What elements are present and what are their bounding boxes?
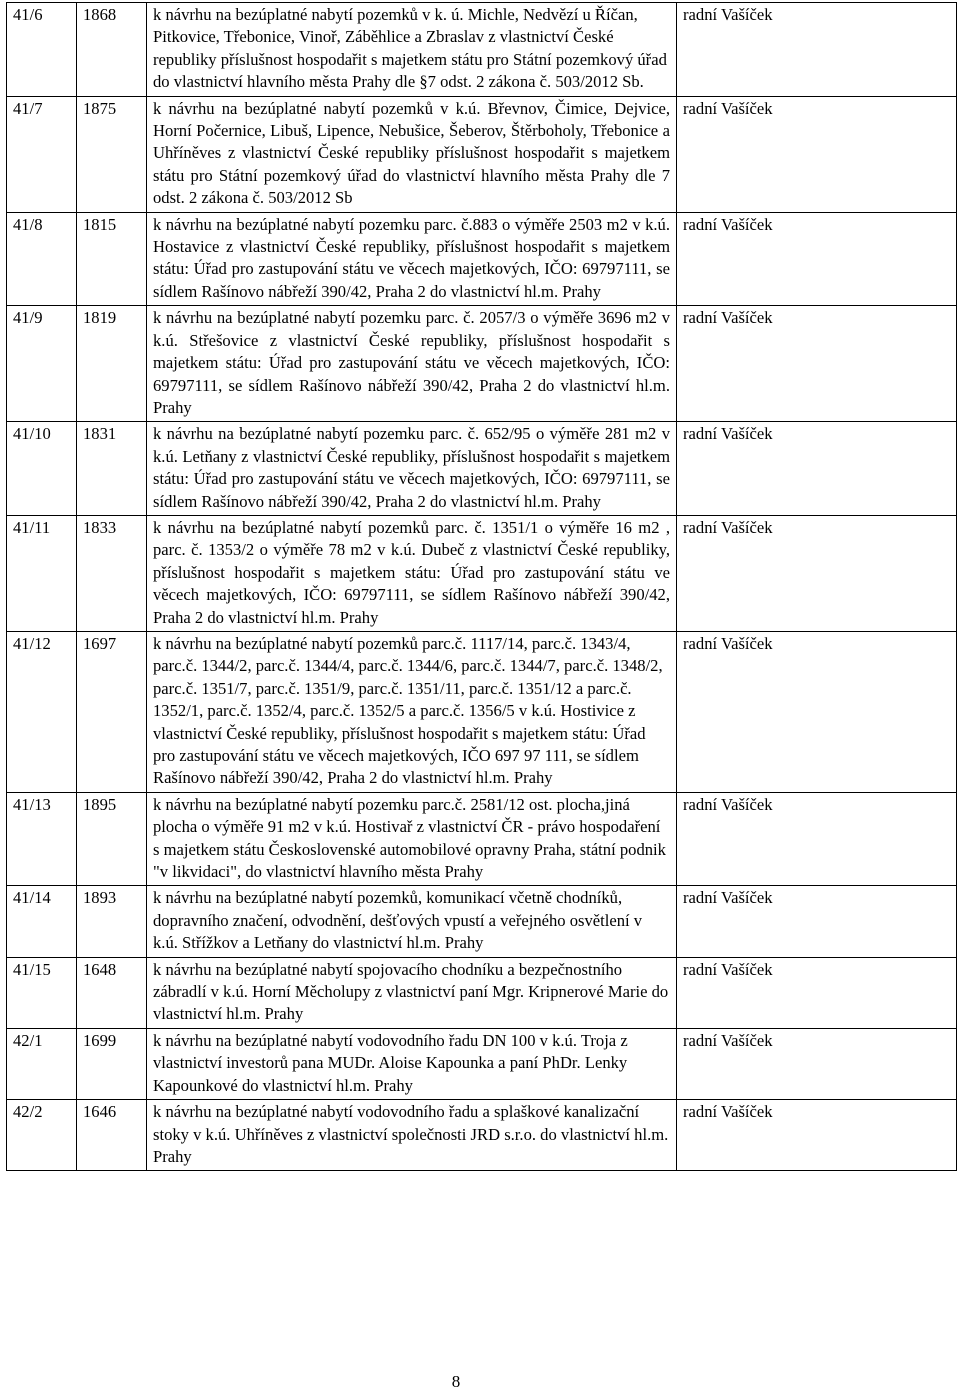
responsible-person: radní Vašíček bbox=[677, 957, 957, 1028]
table-row bbox=[7, 792, 957, 886]
table-row bbox=[7, 306, 957, 422]
responsible-person: radní Vašíček bbox=[677, 1100, 957, 1171]
responsible-person: radní Vašíček bbox=[677, 306, 957, 422]
table-row bbox=[7, 886, 957, 957]
resolution-text: k návrhu na bezúplatné nabytí pozemků parc. č. 1351/1 o výměře 16 m2 , parc. č. 1353/2 o výměře 78 m2 v k.ú. Dubeč z vlastnictví České republiky, příslušnost hospodařit s majetkem státu: Úřad pro zastupování státu ve věcech majetkových, IČO: 69797111, se sídlem Rašínovo nábřeží 390/42, Praha 2 do vlastnictví hl.m. Prahy bbox=[147, 515, 677, 631]
print-number: 1831 bbox=[77, 422, 147, 516]
responsible-person: radní Vašíček bbox=[677, 631, 957, 792]
resolution-text: k návrhu na bezúplatné nabytí pozemků v k.ú. Břevnov, Čimice, Dejvice, Horní Počernice, Libuš, Lipence, Nebušice, Šeberov, Štěrboholy, Třebonice a Uhříněves z vlastnictví České republiky příslušnost hospodařit s majetkem státu pro Státní pozemkový úřad do vlastnictví hlavního města Prahy dle 7 odst. 2 zákona č. 503/2012 Sb bbox=[147, 96, 677, 212]
resolution-number: 41/9 bbox=[7, 306, 77, 422]
resolution-number: 41/12 bbox=[7, 631, 77, 792]
responsible-person: radní Vašíček bbox=[677, 3, 957, 97]
table-row bbox=[7, 957, 957, 1028]
resolution-text: k návrhu na bezúplatné nabytí vodovodního řadu a splaškové kanalizační stoky v k.ú. Uhříněves z vlastnictví společnosti JRD s.r.o. do vlastnictví hl.m. Prahy bbox=[147, 1100, 677, 1171]
resolution-number: 41/13 bbox=[7, 792, 77, 886]
resolution-text: k návrhu na bezúplatné nabytí pozemku parc.č. 2581/12 ost. plocha,jiná plocha o výměře 91 m2 v k.ú. Hostivař z vlastnictví ČR - právo hospodaření s majetkem státu Československé automobilové opravny Praha, státní podnik "v likvidaci", do vlastnictví hlavního města Prahy bbox=[147, 792, 677, 886]
resolution-text: k návrhu na bezúplatné nabytí vodovodního řadu DN 100 v k.ú. Troja z vlastnictví investorů pana MUDr. Aloise Kapounka a paní PhDr. Lenky Kapounkové do vlastnictví hl.m. Prahy bbox=[147, 1028, 677, 1099]
resolution-number: 41/10 bbox=[7, 422, 77, 516]
resolution-number: 41/11 bbox=[7, 515, 77, 631]
resolution-number: 41/15 bbox=[7, 957, 77, 1028]
responsible-person: radní Vašíček bbox=[677, 422, 957, 516]
print-number: 1895 bbox=[77, 792, 147, 886]
print-number: 1648 bbox=[77, 957, 147, 1028]
resolution-text: k návrhu na bezúplatné nabytí pozemku parc. č.883 o výměře 2503 m2 v k.ú. Hostavice z vlastnictví České republiky, příslušnost hospodařit s majetkem státu: Úřad pro zastupování státu ve věcech majetkových, IČO: 69797111, se sídlem Rašínovo nábřeží 390/42, Praha 2 do vlastnictví hl.m. Prahy bbox=[147, 212, 677, 306]
print-number: 1868 bbox=[77, 3, 147, 97]
resolution-number: 41/14 bbox=[7, 886, 77, 957]
resolution-number: 41/7 bbox=[7, 96, 77, 212]
resolution-text: k návrhu na bezúplatné nabytí pozemku parc. č. 2057/3 o výměře 3696 m2 v k.ú. Střešovice z vlastnictví České republiky, příslušnost hospodařit s majetkem státu: Úřad pro zastupování státu ve věcech majetkových, IČO: 69797111, se sídlem Rašínovo nábřeží 390/42, Praha 2 do vlastnictví hl.m. Prahy bbox=[147, 306, 677, 422]
table-row bbox=[7, 96, 957, 212]
responsible-person: radní Vašíček bbox=[677, 886, 957, 957]
table-row bbox=[7, 1028, 957, 1099]
responsible-person: radní Vašíček bbox=[677, 212, 957, 306]
resolution-text: k návrhu na bezúplatné nabytí pozemků, komunikací včetně chodníků, dopravního značení, odvodnění, dešťových vpustí a veřejného osvětlení v k.ú. Střížkov a Letňany do vlastnictví hl.m. Prahy bbox=[147, 886, 677, 957]
responsible-person: radní Vašíček bbox=[677, 515, 957, 631]
table-row bbox=[7, 515, 957, 631]
table-row bbox=[7, 3, 957, 97]
resolution-text: k návrhu na bezúplatné nabytí pozemků parc.č. 1117/14, parc.č. 1343/4, parc.č. 1344/2, parc.č. 1344/4, parc.č. 1344/6, parc.č. 1344/7, parc.č. 1348/2, parc.č. 1351/7, parc.č. 1351/9, parc.č. 1351/11, parc.č. 1351/12 a parc.č. 1352/1, parc.č. 1352/4, parc.č. 1352/5 a parc.č. 1356/5 v k.ú. Hostivice z vlastnictví České republiky, příslušnost hospodařit s majetkem státu: Úřad pro zastupování státu ve věcech majetkových, IČO 697 97 111, se sídlem Rašínovo nábřeží 390/42, Praha 2 do vlastnictví hl.m. Prahy bbox=[147, 631, 677, 792]
responsible-person: radní Vašíček bbox=[677, 96, 957, 212]
table-row bbox=[7, 1100, 957, 1171]
resolutions-table-body bbox=[7, 3, 957, 1171]
page-number: 8 bbox=[451, 1372, 461, 1391]
table-row bbox=[7, 422, 957, 516]
responsible-person: radní Vašíček bbox=[677, 792, 957, 886]
resolutions-table bbox=[6, 2, 957, 1171]
print-number: 1875 bbox=[77, 96, 147, 212]
print-number: 1699 bbox=[77, 1028, 147, 1099]
resolution-number: 42/2 bbox=[7, 1100, 77, 1171]
table-row bbox=[7, 631, 957, 792]
print-number: 1819 bbox=[77, 306, 147, 422]
resolution-number: 41/6 bbox=[7, 3, 77, 97]
print-number: 1697 bbox=[77, 631, 147, 792]
resolution-text: k návrhu na bezúplatné nabytí pozemků v k. ú. Michle, Nedvězí u Říčan, Pitkovice, Třebonice, Vinoř, Záběhlice a Zbraslav z vlastnictví České republiky příslušnost hospodařit s majetkem státu pro Státní pozemkový úřad do vlastnictví hlavního města Prahy dle §7 odst. 2 zákona č. 503/2012 Sb. bbox=[147, 3, 677, 97]
resolution-text: k návrhu na bezúplatné nabytí spojovacího chodníku a bezpečnostního zábradlí v k.ú. Horní Měcholupy z vlastnictví paní Mgr. Kripnerové Marie do vlastnictví hl.m. Prahy bbox=[147, 957, 677, 1028]
print-number: 1646 bbox=[77, 1100, 147, 1171]
print-number: 1833 bbox=[77, 515, 147, 631]
responsible-person: radní Vašíček bbox=[677, 1028, 957, 1099]
resolution-number: 42/1 bbox=[7, 1028, 77, 1099]
print-number: 1893 bbox=[77, 886, 147, 957]
print-number: 1815 bbox=[77, 212, 147, 306]
resolution-text: k návrhu na bezúplatné nabytí pozemku parc. č. 652/95 o výměře 281 m2 v k.ú. Letňany z vlastnictví České republiky, příslušnost hospodařit s majetkem státu: Úřad pro zastupování státu ve věcech majetkových, IČO: 69797111, se sídlem Rašínovo nábřeží 390/42, Praha 2 do vlastnictví hl.m. Prahy bbox=[147, 422, 677, 516]
table-row bbox=[7, 212, 957, 306]
resolution-number: 41/8 bbox=[7, 212, 77, 306]
